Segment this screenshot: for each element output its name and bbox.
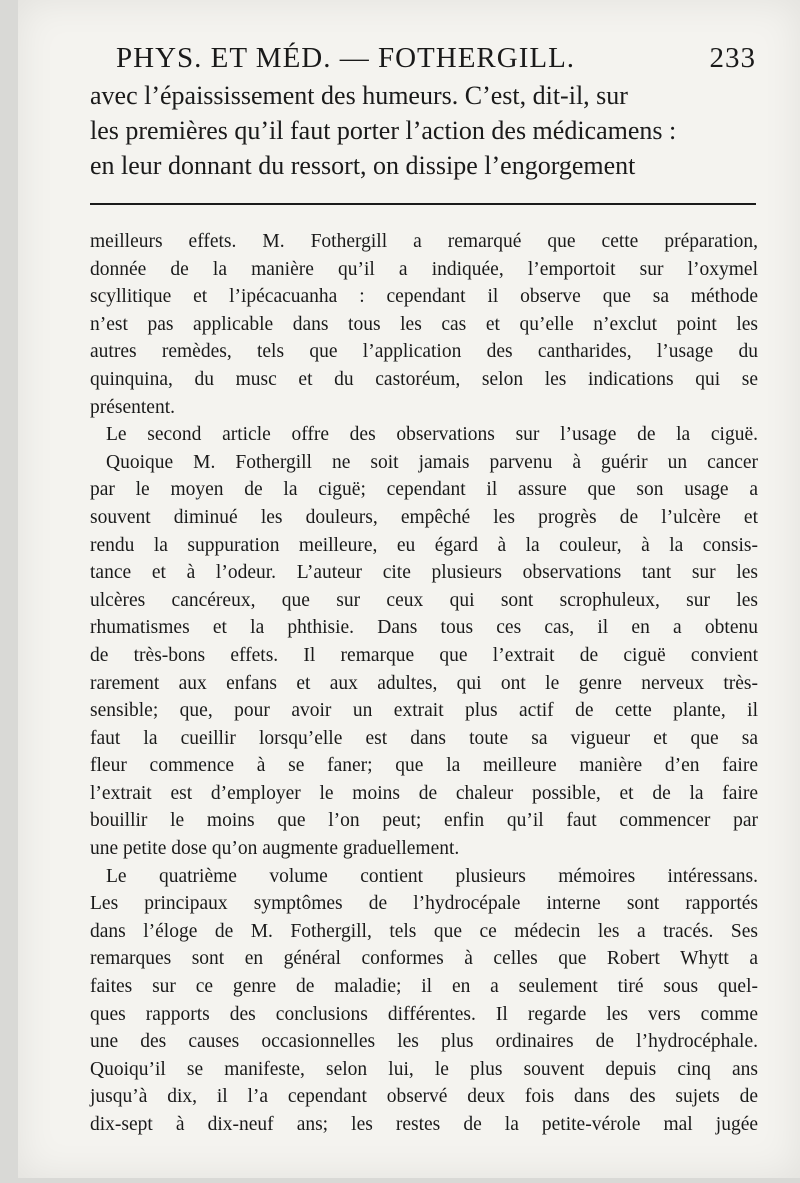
text-line: rhumatismes et la phthisie. Dans tous ces cas, il en a obtenu (90, 617, 758, 639)
text-line: Quoiqu’il se manifeste, selon lui, le plus souvent depuis cinq ans (90, 1058, 758, 1080)
text-line: remarques sont en général conformes à celles que Robert Whytt a (90, 948, 758, 970)
running-title: PHYS. ET MÉD. — FOTHERGILL. (116, 42, 576, 74)
text-line: tance et à l’odeur. L’auteur cite plusieurs observations tant sur les (90, 562, 758, 584)
text-line: rendu la suppuration meilleure, eu égard à la couleur, à la consis- (90, 534, 758, 556)
text-line: scyllitique et l’ipécacuanha : cependant il observe que sa méthode (90, 286, 758, 308)
body-text (90, 228, 758, 1139)
text-line: Quoique M. Fothergill ne soit jamais parvenu à guérir un cancer (106, 451, 758, 473)
text-line: n’est pas applicable dans tous les cas et qu’elle n’exclut point les (90, 313, 758, 335)
text-line: autres remèdes, tels que l’application des cantharides, l’usage du (90, 341, 758, 363)
text-line: Les principaux symptômes de l’hydrocépale interne sont rapportés (90, 893, 758, 915)
text-line: Le second article offre des observations sur l’usage de la ciguë. (106, 424, 758, 446)
text-line: souvent diminué les douleurs, empêché les progrès de l’ulcère et (90, 506, 758, 528)
top-paragraph (90, 78, 758, 183)
text-line: par le moyen de la ciguë; cependant il assure que son usage a (90, 479, 758, 501)
text-line: avec l’épaississement des humeurs. C’est, dit-il, sur (90, 81, 628, 110)
page-number: 233 (709, 42, 756, 74)
text-line: sensible; que, pour avoir un extrait plus actif de cette plante, il (90, 700, 758, 722)
text-line: ulcères cancéreux, que sur ceux qui sont scrophuleux, sur les (90, 589, 758, 611)
text-line: quinquina, du musc et du castoréum, selon les indications qui se (90, 368, 758, 390)
book-page (18, 0, 800, 1178)
text-line: faut la cueillir lorsqu’elle est dans toute sa vigueur et que sa (90, 727, 758, 749)
text-line: de très-bons effets. Il remarque que l’extrait de ciguë convient (90, 644, 758, 666)
text-line: dans l’éloge de M. Fothergill, tels que ce médecin les a tracés. Ses (90, 920, 758, 942)
text-line: une petite dose qu’on augmente graduellement. (90, 838, 460, 860)
text-line: meilleurs effets. M. Fothergill a remarqué que cette préparation, (90, 231, 758, 252)
text-line: jusqu’à dix, il l’a cependant observé deux fois dans des sujets de (90, 1086, 758, 1108)
text-line: faites sur ce genre de maladie; il en a seulement tiré sous quel- (90, 976, 758, 998)
text-line: ques rapports des conclusions différentes. Il regarde les vers comme (90, 1003, 758, 1025)
text-line: rarement aux enfans et aux adultes, qui ont le genre nerveux très- (90, 672, 758, 694)
text-line: l’extrait est d’employer le moins de chaleur possible, et de la faire (90, 782, 758, 804)
text-line: donnée de la manière qu’il a indiquée, l’emportoit sur l’oxymel (90, 258, 758, 280)
section-divider (90, 203, 756, 205)
text-line: présentent. (90, 396, 176, 418)
text-line: en leur donnant du ressort, on dissipe l’engorgement (90, 151, 636, 180)
text-line: une des causes occasionnelles les plus ordinaires de l’hydrocéphale. (90, 1031, 758, 1053)
text-line: Le quatrième volume contient plusieurs mémoires intéressans. (106, 865, 758, 887)
running-header (116, 42, 756, 75)
text-line: les premières qu’il faut porter l’action des médicamens : (90, 116, 677, 145)
text-line: dix-sept à dix-neuf ans; les restes de la petite-vérole mal jugée (90, 1114, 758, 1135)
text-line: bouillir le moins que l’on peut; enfin qu’il faut commencer par (90, 810, 758, 832)
text-line: fleur commence à se faner; que la meilleure manière d’en faire (90, 755, 758, 777)
